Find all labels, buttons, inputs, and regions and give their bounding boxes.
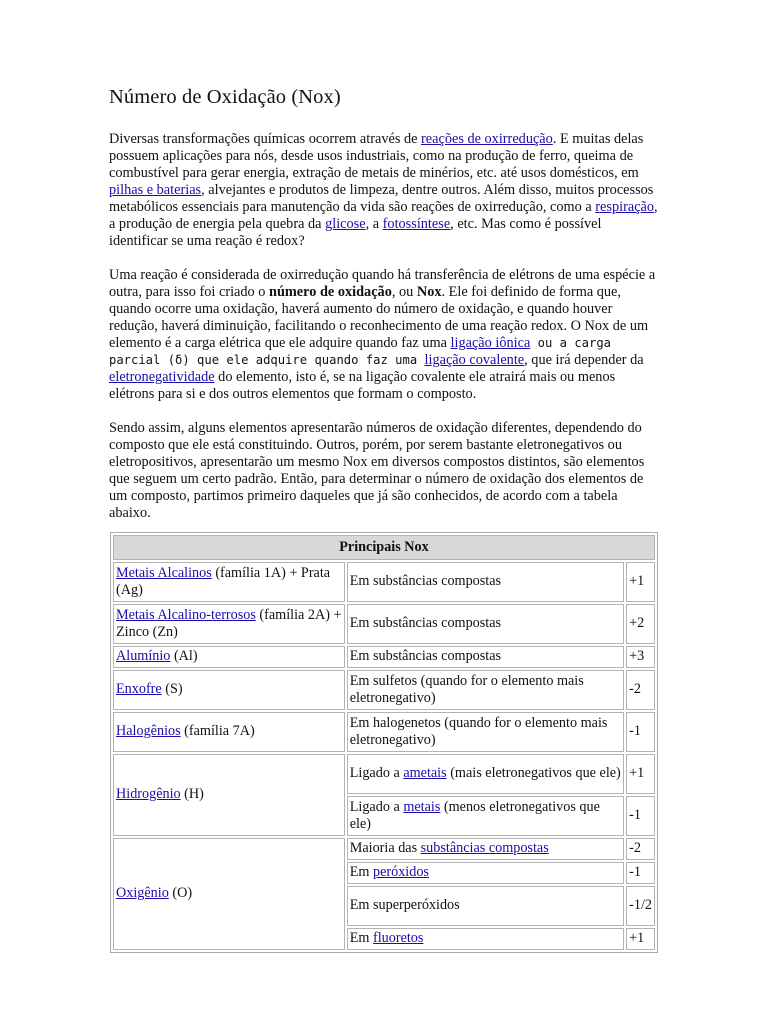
nox-value: +1 (626, 754, 655, 794)
link-metais-alcalino-terrosos[interactable]: Metais Alcalino-terrosos (116, 607, 256, 623)
text: (menos eletronegativos que ele) (349, 799, 600, 832)
bold-term-nox: Nox (416, 284, 442, 300)
paragraph-intro (109, 131, 659, 250)
text: Maioria das (349, 840, 421, 857)
link-oxigenio[interactable]: Oxigênio (116, 885, 169, 902)
text: , que irá depender da (524, 352, 644, 368)
link-halogenios[interactable]: Halogênios (116, 723, 181, 740)
condition-cell (347, 796, 624, 836)
link-substancias-compostas[interactable]: substâncias compostas (420, 840, 549, 857)
link-ligacao-covalente[interactable]: ligação covalente (424, 352, 525, 368)
element-cell (113, 562, 345, 602)
text: . Ele foi definido de forma que, quando ocorre uma oxidação, haverá aumento do número de oxidação, e quando houver redução, haverá diminuição, facilitando o reconhecimento de uma reação redox. O Nox de um elemento é a carga elétrica que ele adquire quando faz uma (109, 284, 649, 351)
element-detail: (S) (161, 681, 183, 698)
link-enxofre[interactable]: Enxofre (116, 681, 162, 698)
text: Em (349, 864, 373, 881)
element-detail: (família 2A) + Zinco (Zn) (116, 607, 342, 640)
link-eletronegatividade[interactable]: eletronegatividade (109, 369, 215, 385)
nox-value: +1 (626, 562, 655, 602)
nox-value: -2 (626, 838, 655, 860)
paragraph-definition (109, 267, 659, 403)
text: , alvejantes e produtos de limpeza, dentre outros. Além disso, muitos processos metabólicos essenciais para manutenção da vida são reações de oxirredução, como a (109, 182, 654, 215)
link-ligacao-ionica[interactable]: ligação iônica (450, 335, 531, 351)
link-respiracao[interactable]: respiração (595, 199, 655, 215)
nox-value: -1 (626, 712, 655, 752)
element-cell (113, 670, 345, 710)
text: do elemento, isto é, se na ligação covalente ele atrairá mais ou menos elétrons para si e dos outros elementos que formam o composto. (109, 369, 616, 402)
nox-table (110, 532, 658, 953)
table-row (113, 670, 655, 710)
condition-cell: Em halogenetos (quando for o elemento mais eletronegativo) (347, 712, 624, 752)
text: (mais eletronegativos que ele) (446, 765, 621, 782)
table-row (113, 754, 655, 794)
link-reacoes-oxirreducao[interactable]: reações de oxirredução (421, 131, 553, 147)
text: , etc. Mas como é possível identificar se uma reação é redox? (109, 216, 602, 249)
condition-cell (347, 754, 624, 794)
link-hidrogenio[interactable]: Hidrogênio (116, 786, 181, 803)
table-row (113, 646, 655, 668)
text: Diversas transformações químicas ocorrem através de (109, 131, 422, 147)
element-cell (113, 604, 345, 644)
table-row (113, 712, 655, 752)
element-detail: (família 1A) + Prata (Ag) (116, 565, 331, 598)
condition-cell (347, 928, 624, 950)
condition-cell (347, 862, 624, 884)
table-row (113, 838, 655, 860)
condition-cell: Em superperóxidos (347, 886, 624, 926)
link-aluminio[interactable]: Alumínio (116, 648, 171, 665)
condition-cell: Em sulfetos (quando for o elemento mais eletronegativo) (347, 670, 624, 710)
text: , a (365, 216, 383, 232)
table-header-row (113, 535, 655, 560)
table-row (113, 604, 655, 644)
nox-value: +1 (626, 928, 655, 950)
link-ametais[interactable]: ametais (403, 765, 447, 782)
text: Ligado a (349, 799, 404, 815)
text: Uma reação é considerada de oxirredução quando há transferência de elétrons de uma espécie a outra, para isso foi criado o (109, 267, 656, 300)
link-metais[interactable]: metais (403, 799, 441, 815)
element-detail: (Al) (170, 648, 198, 665)
text: Ligado a (349, 765, 404, 782)
nox-value: -1 (626, 796, 655, 836)
nox-value: +2 (626, 604, 655, 644)
link-peroxidos[interactable]: peróxidos (372, 864, 429, 881)
condition-cell: Em substâncias compostas (347, 604, 624, 644)
text-mono: ou a carga parcial (δ) que ele adquire quando faz uma (109, 336, 612, 367)
link-fotossintese[interactable]: fotossíntese (382, 216, 451, 232)
text: , ou (391, 284, 417, 300)
text: Em (349, 930, 373, 947)
element-detail: (O) (168, 885, 193, 902)
element-cell (113, 712, 345, 752)
nox-value: -2 (626, 670, 655, 710)
table-header: Principais Nox (113, 535, 655, 560)
link-pilhas-baterias[interactable]: pilhas e baterias (109, 182, 202, 198)
condition-cell: Em substâncias compostas (347, 562, 624, 602)
link-glicose[interactable]: glicose (325, 216, 366, 232)
element-cell (113, 646, 345, 668)
table-row (113, 562, 655, 602)
element-cell (113, 754, 345, 836)
link-metais-alcalinos[interactable]: Metais Alcalinos (116, 565, 212, 581)
element-cell (113, 838, 345, 950)
nox-value: +3 (626, 646, 655, 668)
link-fluoretos[interactable]: fluoretos (372, 930, 424, 947)
element-detail: (família 7A) (180, 723, 255, 740)
condition-cell (347, 838, 624, 860)
nox-value: -1/2 (626, 886, 655, 926)
element-detail: (H) (180, 786, 204, 803)
nox-value: -1 (626, 862, 655, 884)
article (109, 86, 659, 539)
text: . E muitas delas possuem aplicações para nós, desde usos industriais, como na produção de ferro, queima de combustível para gerar energia, extração de metais de minérios, etc. até usos domésticos, em (109, 131, 644, 181)
bold-term-numero-oxidacao: número de oxidação (269, 284, 392, 300)
text: , a produção de energia pela quebra da (109, 199, 658, 232)
paragraph-table-intro: Sendo assim, alguns elementos apresentarão números de oxidação diferentes, dependendo do composto que ele está constituindo. Outros, porém, por serem bastante eletronegativos ou eletropositivos, apresentarão um mesmo Nox em diversos compostos distintos, são elementos que seguem um certo padrão. Então, para determinar o número de oxidação dos elementos de um composto, partimos primeiro daqueles que já são conhecidos, de acordo com a tabela abaixo. (109, 420, 645, 521)
page-title: Número de Oxidação (Nox) (109, 86, 341, 108)
condition-cell: Em substâncias compostas (347, 646, 624, 668)
